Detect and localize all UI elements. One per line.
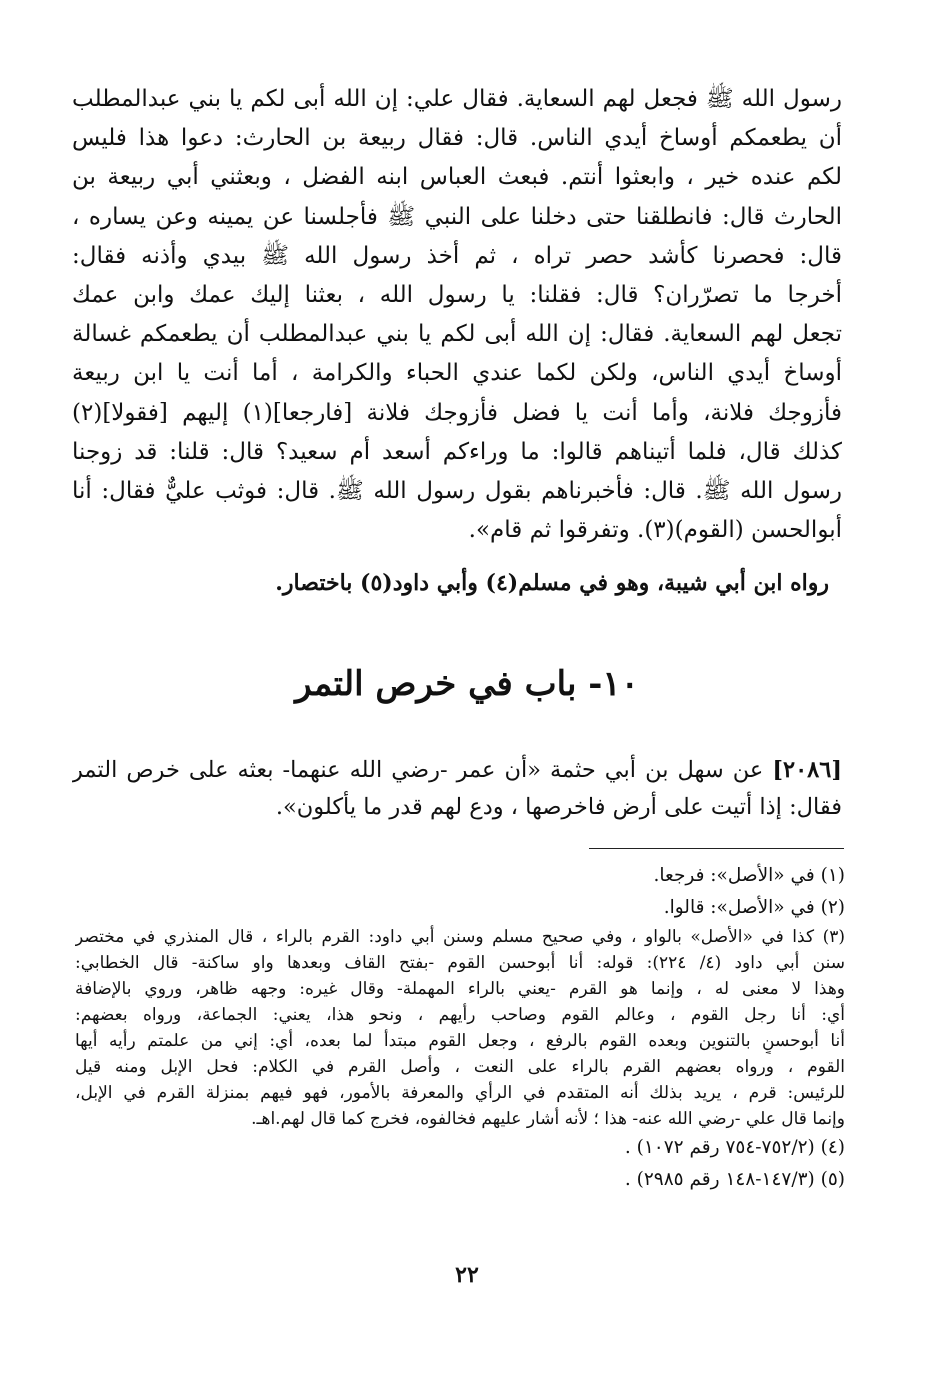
footnote-3-line-7: للرئيس: قرم ، يريد بذلك أنه المتقدم في الرأي والمعرفة بالأمور، فهو فيهم بمنزلة القرم في الإبل، (75, 1083, 845, 1103)
footnote-3-line-4: أي: أنا رجل القوم ، وعالم القوم وصاحب رأيهم ، ونحو هذا، يعني: الجماعة، ورواه بعضهم: (75, 1005, 845, 1025)
main-text-line-5: قال: فحصرنا كأشد حصر تراه ، ثم أخذ رسول الله ﷺ بيدي وأذنه فقال: (72, 242, 842, 269)
footnotes (75, 860, 845, 1196)
main-text (72, 80, 842, 550)
footnote-3-line-6: القوم ، ورواه بعضهم القرم بالراء على النعت ، وأصل القرم في الكلام: فحل الإبل ومنه قيل (75, 1057, 845, 1077)
main-text-line-7: تجعل لهم السعاية. فقال: إن الله أبى لكم يا بني عبدالمطلب أن يطعمكم غسالة (72, 321, 842, 348)
chapter-heading: ١٠- باب في خرص التمر (295, 664, 639, 704)
footnote-4: (٤) (٧٥٢/٢-٧٥٤ رقم ١٠٧٢) . (624, 1137, 845, 1158)
footnote-3-line-2: سنن أبي داود (٤/ ٢٢٤): قوله: أنا أبوحسن القوم -بفتح القاف وبعدها واو ساكنة- قال الخطابي: (75, 953, 845, 973)
footnote-5: (٥) (١٤٧/٣-١٤٨ رقم ٢٩٨٥) . (624, 1169, 845, 1190)
footnote-3-line-5: أنا أبوحسنٍ بالتنوين وبعده القوم بالرفع ، وجعل القوم مبتدأ لما بعده، أي: إني من علمتم رأيه أيها (75, 1031, 845, 1051)
main-text-line-1: رسول الله ﷺ فجعل لهم السعاية. فقال علي: إن الله أبى لكم يا بني عبدالمطلب (72, 86, 842, 112)
footnote-2: (٢) في «الأصل»: قالوا. (663, 897, 845, 918)
page-number: ٢٢ (455, 1262, 479, 1288)
narration-source: رواه ابن أبي شيبة، وهو في مسلم(٤) وأبي داود(٥) باختصار. (275, 570, 829, 596)
main-text-line-10: كذلك قال، فلما أتيناهم قالوا: ما وراءكم أسعد أم سعيد؟ قال: قلنا: قد زوجنا (72, 438, 842, 465)
hadith-line-1-text: عن سهل بن أبي حثمة «أن عمر -رضي الله عنهما- بعثه على خرص التمر (72, 757, 764, 783)
main-text-line-6: أخرجا ما تصرّران؟ قال: فقلنا: يا رسول الله ، بعثنا إليك عمك وابن عمك (72, 281, 842, 308)
hadith-block (72, 752, 842, 826)
main-text-line-3: لكم عنده خير ، وابعثوا أنتم. فبعث العباس ابنه الفضل ، وبعثني أبي ربيعة بن (72, 164, 842, 191)
hadith-number: [٢٠٨٦] (772, 757, 842, 783)
footnote-divider (589, 848, 844, 849)
main-text-line-9: فأزوجك فلانة، وأما أنت يا فضل فأزوجك فلانة [فارجعا](١) إليهم [فقولا](٢) (72, 399, 842, 426)
footnote-3-line-1: (٣) كذا في «الأصل» بالواو ، وفي صحيح مسلم وسنن أبي داود: القرم بالراء ، قال المنذري في مختصر (75, 927, 845, 947)
main-text-line-2: أن يطعمكم أوساخ أيدي الناس. قال: فقال ربيعة بن الحارث: دعوا هذا فليس (72, 125, 842, 152)
footnote-1: (١) في «الأصل»: فرجعا. (653, 865, 845, 886)
main-text-line-4: الحارث قال: فانطلقنا حتى دخلنا على النبي ﷺ فأجلسنا عن يمينه وعن يساره ، (72, 203, 842, 230)
hadith-line-1 (72, 752, 842, 789)
hadith-line-2: فقال: إذا أتيت على أرض فاخرصها ، ودع لهم قدر ما يأكلون». (275, 794, 842, 820)
main-text-line-11: رسول الله ﷺ. قال: فأخبرناهم بقول رسول الله ﷺ. قال: فوثب عليٌّ فقال: أنا (72, 477, 842, 504)
main-text-line-8: أوساخ أيدي الناس، ولكن لكما عندي الحباء والكرامة ، أما أنت يا ابن ربيعة (72, 360, 842, 387)
main-text-line-12: أبوالحسن (القوم)(٣). وتفرقوا ثم قام». (468, 517, 842, 544)
footnote-3-line-8: وإنما قال علي -رضي الله عنه- هذا ؛ لأنه أشار عليهم فخالفوه، فخرج كما قال لهم.اهـ. (251, 1109, 845, 1129)
footnote-3-line-3: وهذا لا معنى له ، وإنما هو القرم -يعني بالراء المهملة- وقال غيره: وجهه ظاهر، وروي بالإضافة (75, 979, 845, 999)
